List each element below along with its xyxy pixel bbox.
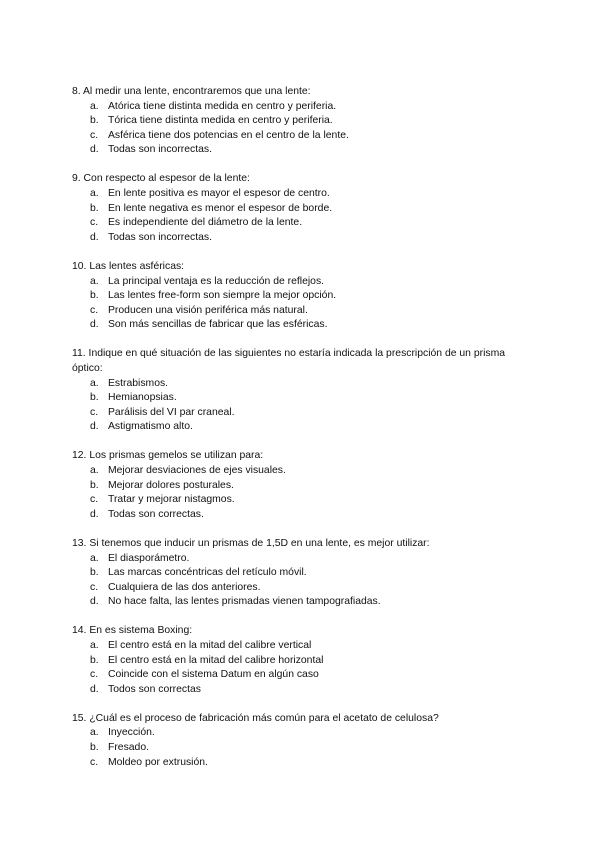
question-block <box>72 624 532 697</box>
answer-option <box>72 668 532 683</box>
option-letter: b. <box>90 290 99 302</box>
answer-option <box>72 552 532 567</box>
option-letter: a. <box>90 640 99 651</box>
option-list <box>72 187 532 245</box>
option-text: Asférica tiene dos potencias en el centro de la lente. <box>108 129 349 141</box>
option-list <box>72 377 532 435</box>
option-letter: d. <box>90 319 99 331</box>
question-block <box>72 172 532 245</box>
answer-option <box>72 406 532 421</box>
option-letter: a. <box>90 465 99 477</box>
option-text: Todos son correctas <box>108 683 201 695</box>
option-list <box>72 639 532 697</box>
question-text: 11. Indique en qué situación de las siguientes no estaría indicada la prescripción de un prisma óptico: <box>72 348 506 374</box>
option-text: Coincide con el sistema Datum en algún caso <box>108 669 319 681</box>
option-letter: c. <box>90 669 99 681</box>
option-letter: d. <box>90 508 99 520</box>
option-text: Todas son incorrectas. <box>108 144 212 156</box>
option-list <box>72 552 532 610</box>
answer-option <box>72 114 532 129</box>
option-text: Atórica tiene distinta medida en centro y periferia. <box>108 100 337 112</box>
option-text: Cualquiera de las dos anteriores. <box>108 581 261 593</box>
answer-option <box>72 595 532 610</box>
option-text: Tratar y mejorar nistagmos. <box>108 494 235 506</box>
question-list <box>72 85 532 785</box>
option-letter: c. <box>90 406 99 418</box>
option-list <box>72 100 532 158</box>
answer-option <box>72 289 532 304</box>
option-letter: c. <box>90 304 99 316</box>
answer-option <box>72 318 532 333</box>
option-letter: d. <box>90 596 99 608</box>
question-text: 12. Los prismas gemelos se utilizan para: <box>72 450 264 462</box>
option-list <box>72 726 532 770</box>
answer-option <box>72 143 532 158</box>
option-text: La principal ventaja es la reducción de reflejos. <box>108 275 325 287</box>
answer-option <box>72 202 532 217</box>
answer-option <box>72 726 532 741</box>
answer-option <box>72 683 532 698</box>
answer-option <box>72 566 532 581</box>
question-text: 9. Con respecto al espesor de la lente: <box>72 173 250 185</box>
answer-option <box>72 639 532 654</box>
option-text: Tórica tiene distinta medida en centro y periferia. <box>108 115 333 127</box>
answer-option <box>72 741 532 756</box>
question-block <box>72 85 532 158</box>
option-letter: b. <box>90 392 99 404</box>
option-letter: b. <box>90 742 99 754</box>
answer-option <box>72 100 532 115</box>
option-letter: d. <box>90 231 99 243</box>
option-text: No hace falta, las lentes prismadas vienen tampografiadas. <box>108 596 381 608</box>
answer-option <box>72 275 532 290</box>
option-list <box>72 275 532 333</box>
answer-option <box>72 377 532 392</box>
answer-option <box>72 464 532 479</box>
answer-option <box>72 304 532 319</box>
question-text: 13. Si tenemos que inducir un prismas de 1,5D en una lente, es mejor utilizar: <box>72 537 430 549</box>
option-text: Inyección. <box>108 727 155 739</box>
option-text: En lente negativa es menor el espesor de borde. <box>108 202 333 214</box>
option-text: Fresado. <box>108 742 150 754</box>
option-letter: a. <box>90 552 99 564</box>
option-letter: c. <box>90 494 99 506</box>
option-letter: a. <box>90 275 99 287</box>
question-block <box>72 347 532 435</box>
option-letter: b. <box>90 202 99 214</box>
answer-option <box>72 756 532 771</box>
option-text: Mejorar desviaciones de ejes visuales. <box>108 465 286 477</box>
option-text: Moldeo por extrusión. <box>108 756 208 768</box>
option-letter: d. <box>90 683 99 695</box>
option-letter: c. <box>90 217 99 229</box>
option-text: Todas son correctas. <box>108 508 204 520</box>
option-text: En lente positiva es mayor el espesor de centro. <box>108 188 330 200</box>
option-letter: c. <box>90 581 99 593</box>
question-block <box>72 449 532 522</box>
option-text: Todas son incorrectas. <box>108 231 212 243</box>
option-letter: d. <box>90 421 99 433</box>
option-letter: b. <box>90 567 99 579</box>
answer-option <box>72 420 532 435</box>
option-letter: a. <box>90 188 99 200</box>
option-letter: a. <box>90 377 99 389</box>
answer-option <box>72 479 532 494</box>
question-block <box>72 537 532 610</box>
option-letter: a. <box>90 100 99 112</box>
answer-option <box>72 129 532 144</box>
answer-option <box>72 216 532 231</box>
answer-option <box>72 581 532 596</box>
option-letter: b. <box>90 479 99 491</box>
option-text: El centro está en la mitad del calibre horizontal <box>108 654 324 666</box>
option-letter: c. <box>90 129 99 141</box>
option-letter: a. <box>90 727 99 739</box>
option-text: Hemianopsias. <box>108 392 177 404</box>
option-text: Producen una visión periférica más natural. <box>108 304 308 316</box>
answer-option <box>72 493 532 508</box>
option-letter: b. <box>90 115 99 127</box>
option-text: Mejorar dolores posturales. <box>108 479 234 491</box>
answer-option <box>72 231 532 246</box>
option-text: Son más sencillas de fabricar que las esféricas. <box>108 319 328 331</box>
question-text: 15. ¿Cuál es el proceso de fabricación más común para el acetato de celulosa? <box>72 712 439 724</box>
option-text: El diasporámetro. <box>108 552 190 564</box>
option-letter: b. <box>90 654 99 666</box>
option-letter: c. <box>90 756 99 768</box>
option-text: Parálisis del VI par craneal. <box>108 406 235 418</box>
option-text: Las lentes free-form son siempre la mejor opción. <box>108 290 337 302</box>
option-text: Astigmatismo alto. <box>108 421 193 433</box>
option-list <box>72 464 532 522</box>
answer-option <box>72 654 532 669</box>
question-block <box>72 712 532 770</box>
option-text: El centro está en la mitad del calibre vertical <box>108 640 312 651</box>
question-text: 10. Las lentes asféricas: <box>72 260 185 272</box>
option-text: Es independiente del diámetro de la lente. <box>108 217 303 229</box>
option-text: Las marcas concéntricas del retículo móvil. <box>108 567 307 579</box>
answer-option <box>72 508 532 523</box>
question-text: 8. Al medir una lente, encontraremos que una lente: <box>72 86 311 97</box>
option-letter: d. <box>90 144 99 156</box>
answer-option <box>72 187 532 202</box>
question-text: 14. En es sistema Boxing: <box>72 625 193 637</box>
option-text: Estrabismos. <box>108 377 169 389</box>
answer-option <box>72 391 532 406</box>
question-block <box>72 260 532 333</box>
